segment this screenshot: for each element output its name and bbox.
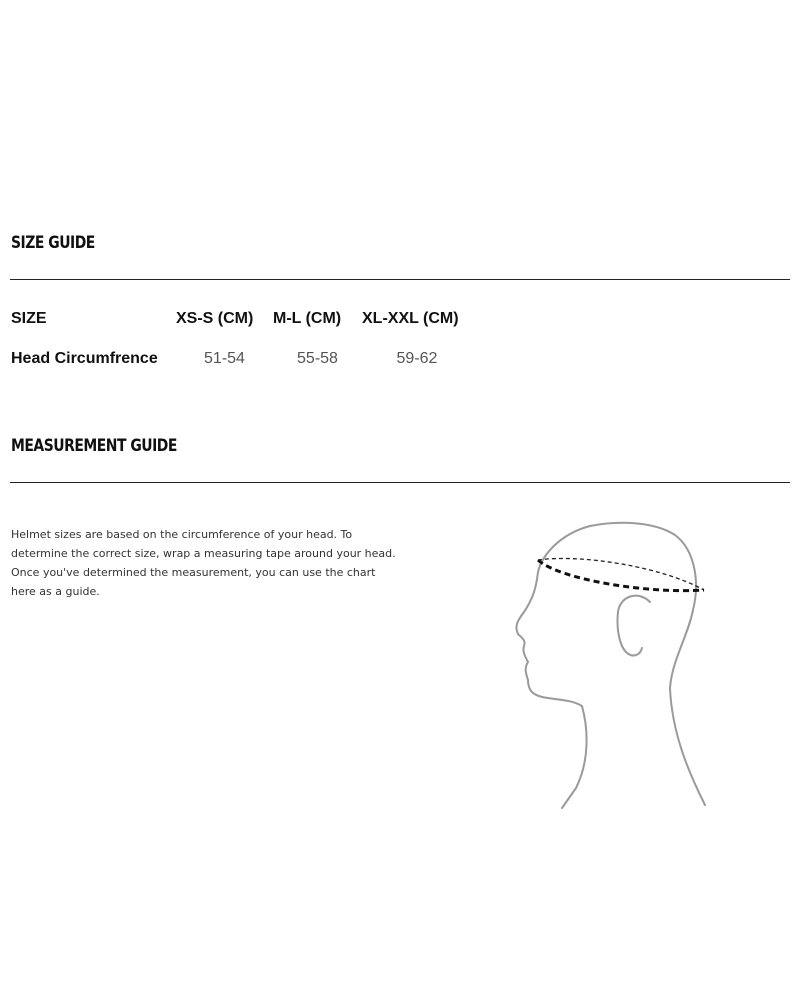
value-xs-s: 51-54	[204, 350, 245, 367]
divider	[10, 482, 790, 483]
measuring-tape	[538, 558, 704, 590]
value-xl-xxl: 59-62	[396, 350, 438, 367]
measurement-guide-title: MEASUREMENT GUIDE	[11, 436, 177, 456]
table-header-row	[11, 309, 472, 329]
divider	[10, 279, 790, 280]
table-row	[11, 329, 472, 369]
size-table	[11, 309, 472, 369]
size-guide-title: SIZE GUIDE	[11, 233, 95, 253]
header-size: SIZE	[11, 310, 47, 327]
row-label-head-circumference: Head Circumfrence	[11, 350, 158, 367]
measurement-description: Helmet sizes are based on the circumference of your head. To determine the correct size, wrap a measuring tape around your head. Once you've determined the measurement, you can use the chart here as a guide.	[11, 528, 396, 598]
header-xs-s: XS-S (CM)	[176, 310, 254, 327]
head-outline	[516, 523, 705, 808]
value-m-l: 55-58	[297, 350, 338, 367]
header-m-l: M-L (CM)	[273, 310, 342, 327]
head-measurement-icon	[500, 510, 730, 820]
header-xl-xxl: XL-XXL (CM)	[362, 310, 459, 327]
